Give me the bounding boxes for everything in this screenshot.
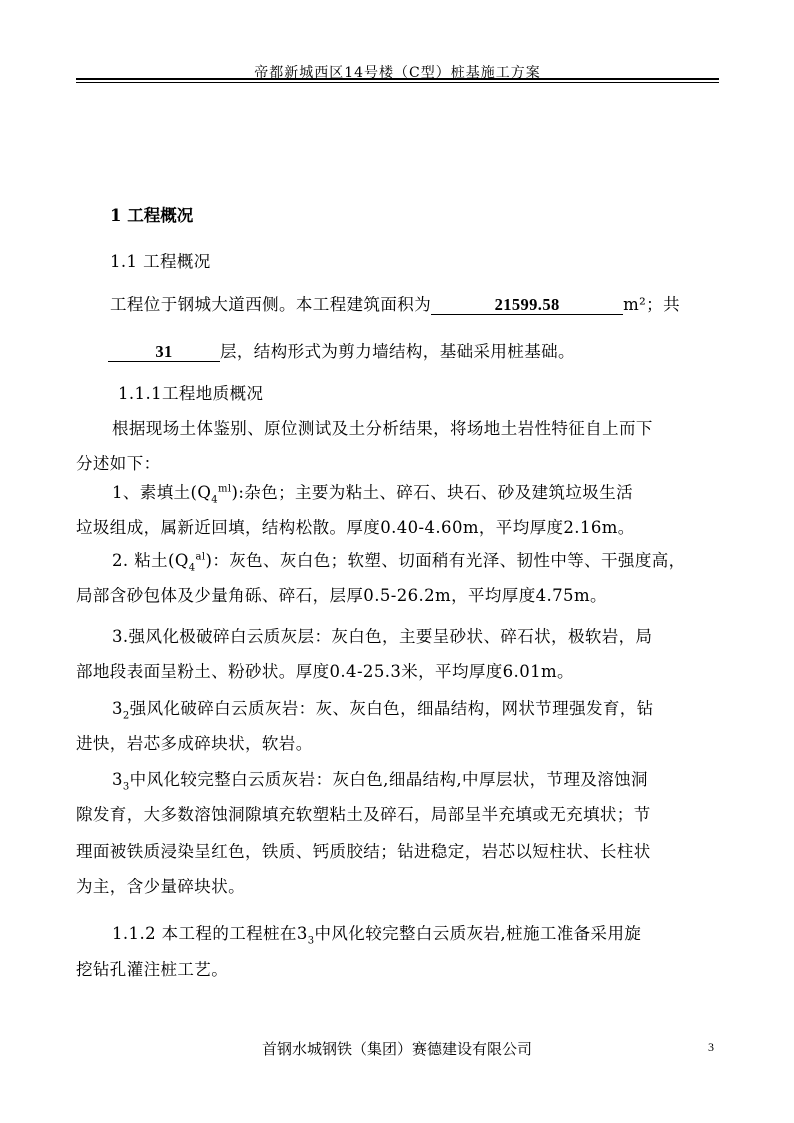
geology-intro-2: 分述如下： (76, 454, 161, 473)
intro-suffix: 层，结构形式为剪力墙结构，基础采用桩基础。 (220, 342, 575, 361)
layer3-2-line-2: 进快，岩芯多成碎块状，软岩。 (76, 734, 313, 753)
intro-line-2 (108, 338, 575, 362)
intro-prefix: 工程位于钢城大道西侧。本工程建筑面积为 (110, 295, 432, 314)
pile-line-1 (112, 920, 641, 946)
layer1-sup: ml (218, 483, 232, 495)
section-heading: 1 工程概况 (110, 206, 194, 225)
footer-company: 首钢水城钢铁（集团）赛德建设有限公司 (261, 1040, 532, 1058)
pile-line-2: 挖钻孔灌注桩工艺。 (76, 960, 229, 979)
layer3-3-line-4: 为主，含少量碎块状。 (76, 877, 245, 896)
subsection-heading: 1.1 工程概况 (110, 252, 211, 271)
header-rule-thick (76, 78, 719, 80)
layer3-3-line-3: 理面被铁质浸染呈红色，铁质、钙质胶结；钻进稳定，岩芯以短柱状、长柱状 (76, 842, 651, 861)
layer1-line-2: 垃圾组成，属新近回填，结构松散。厚度0.40-4.60m，平均厚度2.16m。 (76, 518, 635, 537)
layer2-line-1 (112, 547, 686, 573)
layer2-line-2: 局部含砂包体及少量角砾、碎石，层厚0.5-26.2m，平均厚度4.75m。 (76, 586, 607, 605)
page-number: 3 (708, 1040, 714, 1054)
layer3-2-line-1 (112, 695, 654, 721)
page-header: 帝都新城西区14号楼（C型）桩基施工方案 (254, 65, 541, 81)
layer3-3-line-1 (112, 766, 648, 792)
layer3-3-lead: 3 (112, 770, 123, 789)
layer3-2-lead: 3 (112, 699, 123, 718)
intro-line-1 (110, 291, 680, 315)
geology-heading: 1.1.1工程地质概况 (118, 384, 264, 403)
layer3-2-sub: 2 (122, 710, 130, 722)
layer3-2-rest: 强风化破碎白云质灰岩：灰、灰白色，细晶结构，网状节理强发育，钻 (129, 699, 654, 718)
pile-sub: 3 (307, 935, 315, 947)
layer2-rest: )：灰色、灰白色；软塑、切面稍有光泽、韧性中等、干强度高， (205, 551, 686, 570)
layer2-sup: al (195, 551, 206, 563)
layer3-3-line-2: 隙发育，大多数溶蚀洞隙填充软塑粘土及碎石，局部呈半充填或无充填状；节 (76, 805, 651, 824)
layer1-rest: ):杂色；主要为粘土、碎石、块石、砂及建筑垃圾生活 (231, 483, 634, 502)
geology-intro-1: 根据现场土体鉴别、原位测试及土分析结果，将场地土岩性特征自上而下 (112, 419, 653, 438)
layer2-sub: 4 (188, 562, 196, 574)
layer1-lead: 1、素填土(Q (112, 483, 212, 502)
pile-lead: 1.1.2 本工程的工程桩在3 (112, 924, 308, 943)
layer3-line-2: 部地段表面呈粉土、粉砂状。厚度0.4-25.3米，平均厚度6.01m。 (76, 662, 574, 681)
pile-rest: 中风化较完整白云质灰岩,桩施工准备采用旋 (314, 924, 642, 943)
layer1-sub: 4 (211, 494, 219, 506)
layer1-line-1 (112, 479, 633, 505)
layer3-3-rest: 中风化较完整白云质灰岩：灰白色,细晶结构,中厚层状，节理及溶蚀洞 (129, 770, 648, 789)
header-rule-thin (76, 82, 719, 83)
area-value: 21599.58 (431, 296, 623, 315)
layer3-3-sub: 3 (122, 781, 130, 793)
layer2-lead: 2. 粘土(Q (112, 551, 189, 570)
layer3-line-1: 3.强风化极破碎白云质灰层：灰白色，主要呈砂状、碎石状，极软岩，局 (112, 627, 653, 646)
floors-value: 31 (108, 343, 220, 362)
area-unit: m²；共 (623, 295, 680, 314)
